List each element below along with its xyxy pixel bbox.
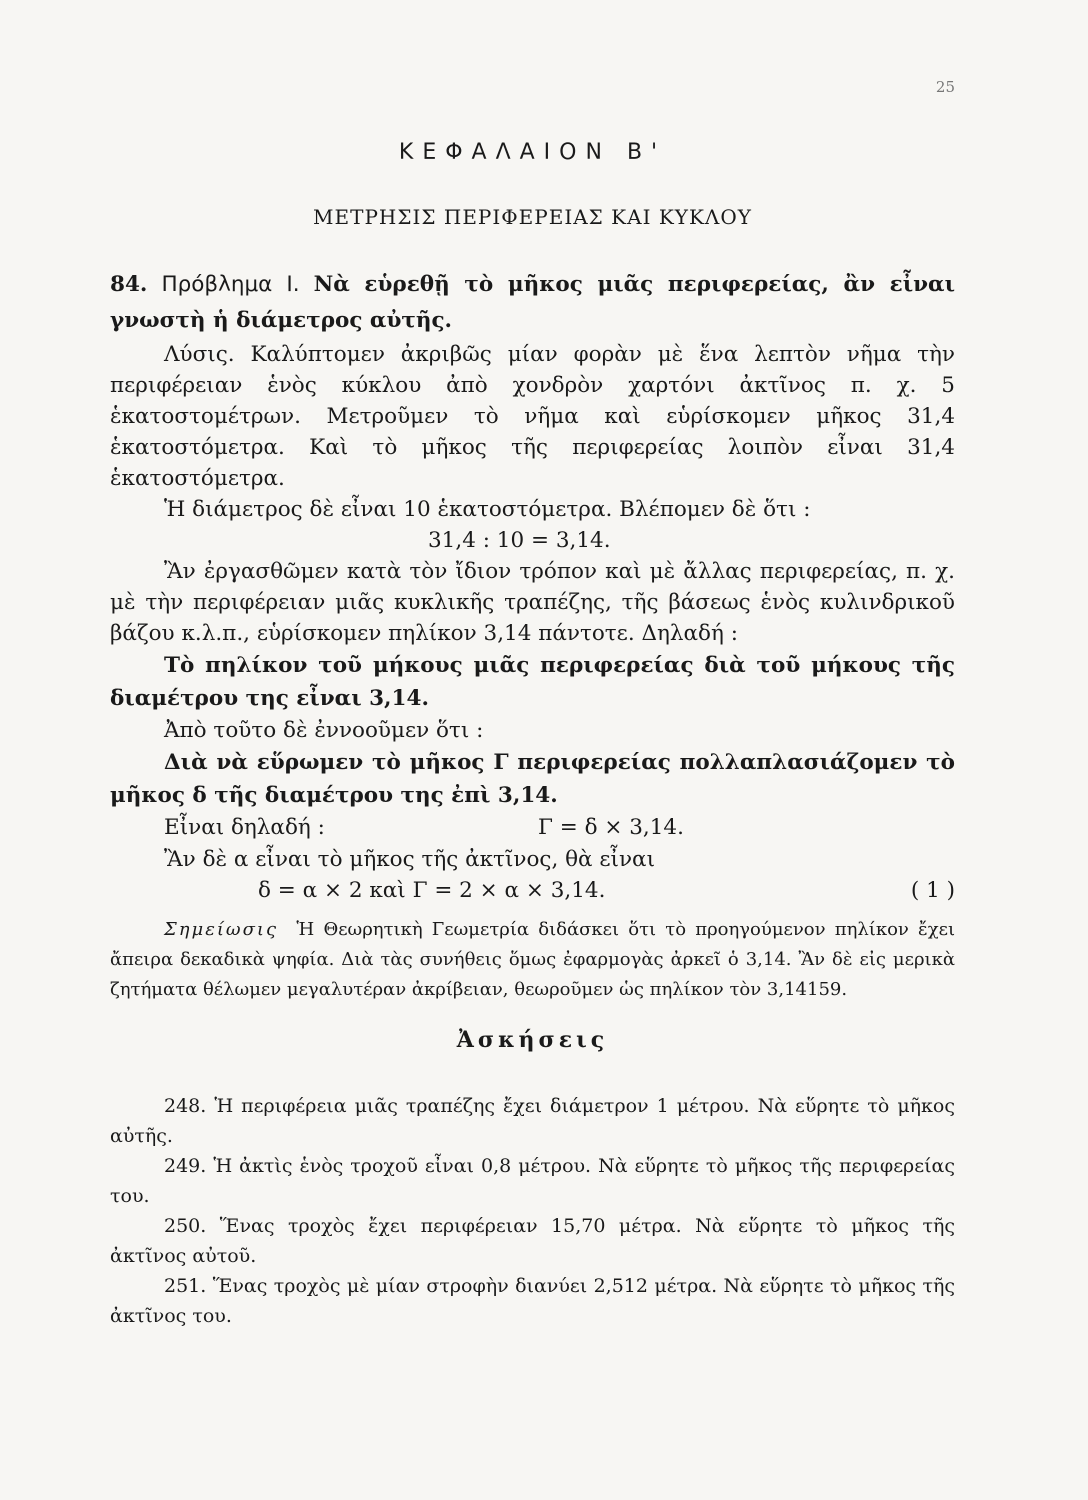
equation-ratio: 31,4 : 10 = 3,14. — [428, 528, 611, 553]
exercise-text: Ἕνας τροχὸς μὲ μίαν στροφὴν διανύει 2,512 μέτρα. Νὰ εὕρητε τὸ μῆκος τῆς ἀκτῖνος του. — [110, 1275, 955, 1327]
formula-line-2 — [110, 875, 955, 907]
exercise-number: 248. — [164, 1095, 207, 1117]
problem-statement — [110, 267, 955, 339]
exercise-text: Ἡ ἀκτὶς ἑνὸς τροχοῦ εἶναι 0,8 μέτρου. Νὰ εὕρητε τὸ μῆκος τῆς περιφερείας του. — [110, 1155, 955, 1207]
chapter-heading: ΚΕΦΑΛΑΙΟΝ Β' — [398, 140, 667, 165]
book-page — [110, 0, 955, 1500]
exercise-item — [110, 1271, 955, 1331]
rule-statement-2: Διὰ νὰ εὕρωμεν τὸ μῆκος Γ περιφερείας πολλαπλασιάζομεν τὸ μῆκος δ τῆς διαμέτρου της ἐπὶ 3,14. — [110, 750, 955, 808]
section-title: ΜΕΤΡΗΣΙΣ ΠΕΡΙΦΕΡΕΙΑΣ ΚΑΙ ΚΥΚΛΟΥ — [313, 205, 752, 229]
formula-radius: δ = α × 2 καὶ Γ = 2 × α × 3,14. — [258, 878, 606, 903]
formula-line-1 — [110, 812, 955, 844]
problem-prefix: Πρόβλημα Ι. — [161, 272, 300, 297]
exercises-heading: Ἀσκήσεις — [456, 1027, 609, 1053]
exercise-text: Ἕνας τροχὸς ἔχει περιφέρειαν 15,70 μέτρα. Νὰ εὕρητε τὸ μῆκος τῆς ἀκτῖνος αὐτοῦ. — [110, 1215, 955, 1267]
problem-text: Νὰ εὑρεθῇ τὸ μῆκος μιᾶς περιφερείας, ἂν εἶναι γνωστὴ ἡ διάμετρος αὐτῆς. — [110, 272, 955, 333]
formula-circumference: Γ = δ × 3,14. — [538, 815, 684, 840]
solution-paragraph-1: Λύσις. Καλύπτομεν ἀκριβῶς μίαν φορὰν μὲ ἕνα λεπτὸν νῆμα τὴν περιφέρειαν ἑνὸς κύκλου ἀπὸ χονδρὸν χαρτόνι ἀκτῖνος π. χ. 5 ἑκατοστομέτρων. Μετροῦμεν τὸ νῆμα καὶ εὑρίσκομεν μῆκος 31,4 ἑκατοστόμετρα. Καὶ τὸ μῆκος τῆς περιφερείας λοιπὸν εἶναι 31,4 ἑκατοστόμετρα. — [110, 342, 955, 491]
exercise-item — [110, 1091, 955, 1151]
note-label: Σημείωσις — [164, 919, 279, 940]
exercise-item — [110, 1211, 955, 1271]
page-number: 25 — [935, 78, 955, 96]
note-paragraph — [110, 915, 955, 1005]
formula-label: Εἶναι δηλαδή : — [164, 815, 325, 840]
rule-statement-1: Τὸ πηλίκον τοῦ μήκους μιᾶς περιφερείας διὰ τοῦ μήκους τῆς διαμέτρου της εἶναι 3,14. — [110, 653, 955, 711]
solution-paragraph-6: Ἂν δὲ α εἶναι τὸ μῆκος τῆς ἀκτῖνος, θὰ εἶναι — [164, 847, 655, 872]
problem-number: 84. — [110, 272, 148, 297]
solution-paragraph-2: Ἡ διάμετρος δὲ εἶναι 10 ἑκατοστόμετρα. Βλέπομεν δὲ ὅτι : — [164, 497, 811, 522]
exercise-number: 250. — [164, 1215, 207, 1237]
equation-number: ( 1 ) — [910, 878, 955, 903]
exercise-item — [110, 1151, 955, 1211]
exercise-number: 251. — [164, 1275, 207, 1297]
solution-paragraph-3: Ἂν ἐργασθῶμεν κατὰ τὸν ἴδιον τρόπον καὶ μὲ ἄλλας περιφερείας, π. χ. μὲ τὴν περιφέρειαν μιᾶς κυκλικῆς τραπέζης, τῆς βάσεως ἑνὸς κυλινδρικοῦ βάζου κ.λ.π., εὑρίσκομεν πηλίκον 3,14 πάντοτε. Δηλαδή : — [110, 559, 955, 646]
exercise-number: 249. — [164, 1155, 207, 1177]
exercise-text: Ἡ περιφέρεια μιᾶς τραπέζης ἔχει διάμετρον 1 μέτρου. Νὰ εὕρητε τὸ μῆκος αὐτῆς. — [110, 1095, 956, 1147]
note-text: Ἡ Θεωρητικὴ Γεωμετρία διδάσκει ὅτι τὸ προηγούμενον πηλίκον ἔχει ἄπειρα δεκαδικὰ ψηφία. Διὰ τὰς συνήθεις ὅμως ἐφαρμογὰς ἀρκεῖ ὁ 3,14. Ἂν δὲ εἰς μερικὰ ζητήματα θέλωμεν μεγαλυτέραν ἀκρίβειαν, θεωροῦμεν ὡς πηλίκον τὸν 3,14159. — [110, 919, 955, 1000]
solution-paragraph-4: Ἀπὸ τοῦτο δὲ ἐννοοῦμεν ὅτι : — [164, 718, 484, 743]
